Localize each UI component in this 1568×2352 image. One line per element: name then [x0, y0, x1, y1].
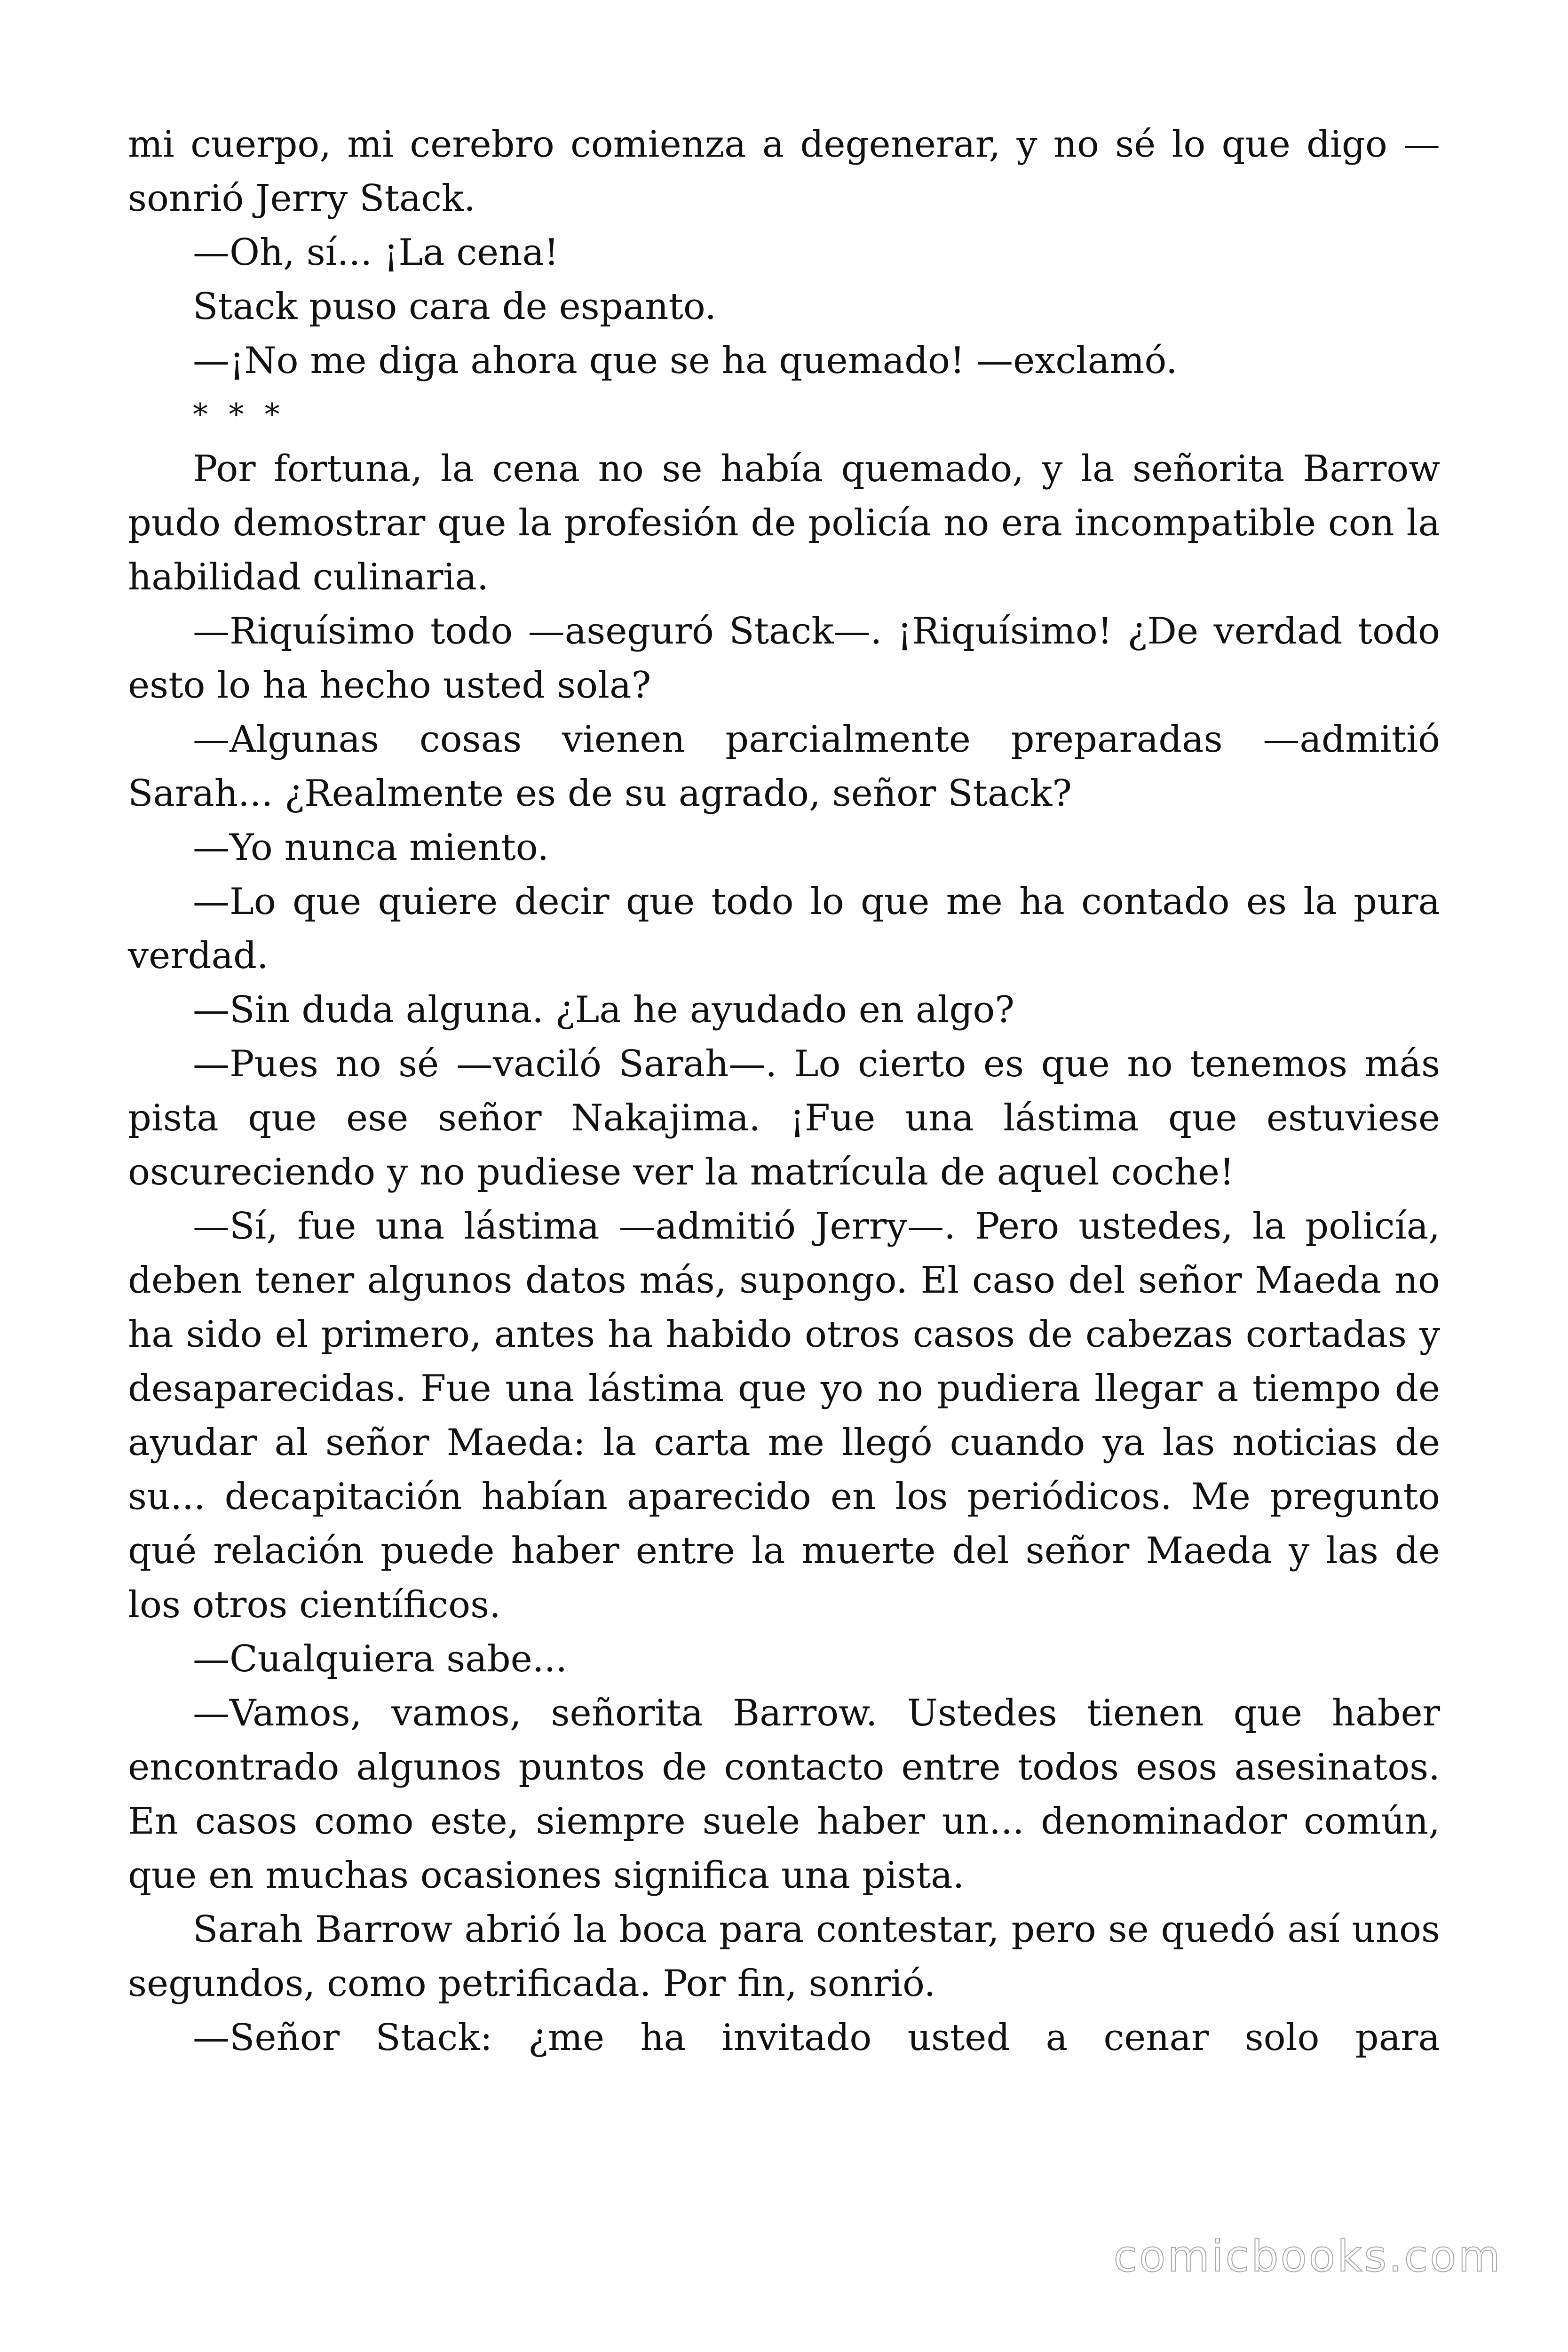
paragraph: —Lo que quiere decir que todo lo que me ha contado es la pura verdad. [128, 881, 1440, 977]
paragraph: —Señor Stack: ¿me ha invitado usted a cenar solo para [193, 2017, 1440, 2059]
paragraph: Stack puso cara de espanto. [193, 286, 717, 328]
page-text [128, 118, 1440, 2065]
paragraph: —¡No me diga ahora que se ha quemado! —exclamó. [193, 340, 1178, 382]
paragraph: —Oh, sí... ¡La cena! [193, 231, 559, 274]
paragraph: —Riquísimo todo —aseguró Stack—. ¡Riquísimo! ¿De verdad todo esto lo ha hecho usted sola? [128, 610, 1440, 707]
paragraph: Sarah Barrow abrió la boca para contestar, pero se quedó así unos segundos, como petrificada. Por fin, sonrió. [128, 1908, 1440, 2005]
paragraph: —Pues no sé —vaciló Sarah—. Lo cierto es que no tenemos más pista que ese señor Nakajima. ¡Fue una lástima que estuviese oscureciendo y no pudiese ver la matrícula de aquel coche! [128, 1043, 1440, 1193]
watermark: comicbooks.com [1113, 2231, 1502, 2281]
paragraph: —Sin duda alguna. ¿La he ayudado en algo? [193, 989, 1015, 1031]
paragraph: —Yo nunca miento. [193, 826, 549, 869]
paragraph: mi cuerpo, mi cerebro comienza a degenerar, y no sé lo que digo —sonrió Jerry Stack. [128, 123, 1440, 220]
paragraph: —Cualquiera sabe... [193, 1638, 568, 1680]
paragraph: —Sí, fue una lástima —admitió Jerry—. Pero ustedes, la policía, deben tener algunos datos más, supongo. El caso del señor Maeda no ha sido el primero, antes ha habido otros casos de cabezas cortadas y desaparecidas. Fue una lástima que yo no pudiera llegar a tiempo de ayudar al señor Maeda: la carta me llegó cuando ya las noticias de su... decapitación habían aparecido en los periódicos. Me pregunto qué relación puede haber entre la muerte del señor Maeda y las de los otros científicos. [128, 1205, 1440, 1626]
paragraph: —Vamos, vamos, señorita Barrow. Ustedes tienen que haber encontrado algunos puntos de contacto entre todos esos asesinatos. En casos como este, siempre suele haber un... denominador común, que en muchas ocasiones significa una pista. [128, 1692, 1440, 1897]
scene-separator: * * * [193, 397, 285, 432]
paragraph: Por fortuna, la cena no se había quemado, y la señorita Barrow pudo demostrar que la profesión de policía no era incompatible con la habilidad culinaria. [128, 448, 1440, 598]
paragraph: —Algunas cosas vienen parcialmente preparadas —admitió Sarah... ¿Realmente es de su agrado, señor Stack? [128, 718, 1440, 815]
